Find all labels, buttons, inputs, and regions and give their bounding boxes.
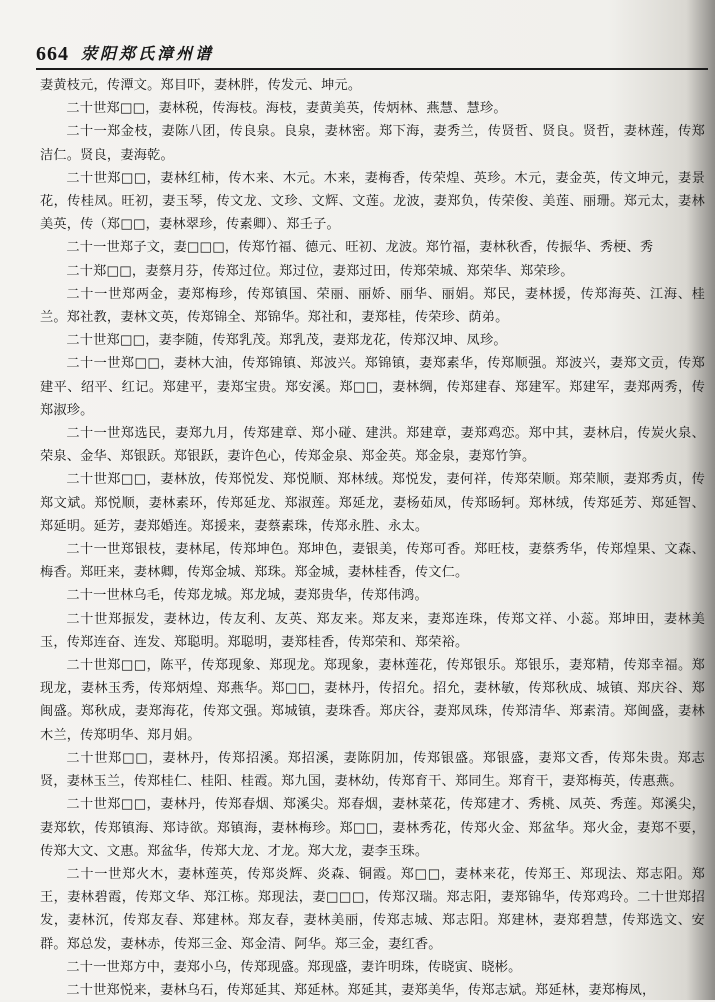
genealogy-paragraph: 二十世郑振发，妻林边，传友利、友英、郑友来。郑友来，妻郑连珠，传郑文祥、小蕊。郑坤田，妻林美玉，传郑连奋、连发、郑聪明。郑聪明，妻郑桂香，传郑荣和、郑荣裕。: [40, 611, 705, 650]
genealogy-paragraph: 二十一世郑火木，妻林莲英，传郑炎辉、炎森、铜霞。郑□□，妻林来花，传郑王、郑现法、郑志阳。郑王，妻林碧霞，传郑文华、郑江栋。郑现法，妻□□□，传郑汉瑞。郑志阳，妻郑锦华，传郑鸡玲。二十世郑招发，妻林沉，传郑友春、郑建林。郑友春，妻林美丽，传郑志城、郑志阳。郑建林，妻郑碧慧，传郑选文、安群。郑总发，妻林赤，传郑三金、郑金清、阿华。郑三金，妻红香。: [40, 866, 705, 952]
genealogy-paragraph: 二十一世郑选民，妻郑九月，传郑建章、郑小碰、建洪。郑建章，妻郑鸡恋。郑中其，妻林启，传炭火泉、荣泉、金华、郑银跃。郑银跃，妻许色心，传郑金泉、郑金英。郑金泉，妻郑竹笋。: [40, 426, 705, 465]
page-header: [36, 30, 696, 66]
genealogy-paragraph: 二十世郑□□，妻李随，传郑乳茂。郑乳茂，妻郑龙花，传郑汉坤、凤珍。: [66, 333, 507, 349]
genealogy-paragraph: 二十世郑□□，妻林丹，传郑春烟、郑溪尖。郑春烟，妻林菜花，传郑建才、秀桃、凤英、秀莲。郑溪尖，妻郑软，传郑镇海、郑诗欲。郑镇海，妻林梅珍。郑□□，妻林秀花，传郑火金、郑盆华。郑火金，妻郑不要，传郑大文、文惠。郑盆华，传郑大龙、才龙。郑大龙，妻李玉珠。: [40, 797, 705, 859]
genealogy-paragraph: 妻黄枝元，传潭文。郑目吓，妻林胖，传发元、坤元。: [40, 78, 362, 93]
genealogy-paragraph: 二十世郑□□，陈平，传郑现象、郑现龙。郑现象，妻林莲花，传郑银乐。郑银乐，妻郑精，传郑幸福。郑现龙，妻林玉秀，传郑炳煌、郑燕华。郑□□，妻林丹，传招允。招允，妻林敏，传郑秋成、城镇、郑庆谷、郑闽盛。郑秋成，妻郑海花，传郑文强。郑城镇，妻珠香。郑庆谷，妻郑凤珠，传郑清华、郑素清。郑闽盛，妻林木兰，传郑明华、郑月娟。: [40, 658, 705, 743]
genealogy-paragraph: 二十一世郑□□，妻林大油，传郑锦镇、郑波兴。郑锦镇，妻郑素华，传郑顺强。郑波兴，妻郑文贡，传郑建平、绍平、红记。郑建平，妻郑宝贵。郑安溪。郑□□，妻林绸，传郑建春、郑建军。郑建军，妻郑两秀，传郑淑珍。: [40, 356, 705, 418]
genealogy-paragraph: 二十世郑悦来，妻林乌石，传郑延其、郑延林。郑延其，妻郑美华，传郑志斌。郑延林，妻郑梅凤，: [66, 982, 656, 998]
genealogy-paragraph: 二十一世郑银枝，妻林尾，传郑坤色。郑坤色，妻银美，传郑可香。郑旺枝，妻蔡秀华，传郑煌果、文森、梅香。郑旺来，妻林卿，传郑金城、郑珠。郑金城，妻林桂香，传文仁。: [40, 542, 705, 581]
genealogy-paragraph: 二十郑□□，妻蔡月芬，传郑过位。郑过位，妻郑过田，传郑荣城、郑荣华、郑荣珍。: [66, 263, 574, 279]
genealogy-paragraph: 二十世郑□□，妻林丹，传郑招溪。郑招溪，妻陈阴加，传郑银盛。郑银盛，妻郑文香，传郑朱贵。郑志贤，妻林玉兰，传郑桂仁、桂阳、桂霞。郑九国，妻林幼，传郑育干、郑同生。郑育干，妻郑梅英，传惠燕。: [40, 750, 705, 790]
genealogy-paragraph: 二十一世郑方中，妻郑小乌，传郑现盛。郑现盛，妻许明珠，传晓寅、晓彬。: [66, 959, 522, 975]
genealogy-paragraph: 二十一世林乌毛，传郑龙城。郑龙城，妻郑贵华，传郑伟鸿。: [66, 588, 428, 604]
genealogy-paragraph: 二十世郑□□，妻林放，传郑悦发、郑悦顺、郑林绒。郑悦发，妻何祥，传郑荣顺。郑荣顺，妻郑秀贞，传郑文斌。郑悦顺，妻林素环，传郑延龙、郑淑莲。郑延龙，妻杨茹凤，传郑旸轲。郑林绒，传郑延芳、郑延智、郑延明。延芳，妻郑婚连。郑援来，妻蔡素珠，传郑永胜、永太。: [40, 472, 705, 534]
genealogy-paragraph: 二十一郑金枝，妻陈八团，传良泉。良泉，妻林密。郑下海，妻秀兰，传贤哲、贤良。贤哲，妻林莲，传郑洁仁。贤良，妻海乾。: [40, 124, 705, 163]
page-number: 664: [36, 43, 69, 65]
genealogy-paragraph: 二十世郑□□，妻林红柿，传木来、木元。木来，妻梅香，传荣煌、英珍。木元，妻金英，传文坤元，妻景花，传桂凤。旺初，妻玉琴，传文龙、文珍、文辉、文莲。龙波，妻郑负，传荣俊、美莲、丽珊。郑元太，妻林美英，传（郑□□，妻林翠珍，传素卿）、郑壬子。: [40, 170, 705, 233]
genealogy-paragraph: 二十一世郑两金，妻郑梅珍，传郑镇国、荣丽、丽娇、丽华、丽娟。郑民，妻林援，传郑海英、江海、桂兰。郑社教，妻林文英，传郑锦全、郑锦华。郑社和，妻郑桂，传荣珍、荫弟。: [40, 286, 705, 326]
book-title: 荥阳郑氏漳州谱: [81, 44, 215, 63]
genealogy-text: [40, 74, 705, 998]
header-rule: [36, 68, 708, 70]
genealogy-paragraph: 二十世郑□□，妻林税，传海枝。海枝，妻黄美英，传炳林、燕慧、慧珍。: [66, 101, 507, 117]
genealogy-paragraph: 二十一世郑子文，妻□□□，传郑竹福、德元、旺初、龙波。郑竹福，妻林秋香，传振华、秀梗、秀: [66, 240, 654, 256]
